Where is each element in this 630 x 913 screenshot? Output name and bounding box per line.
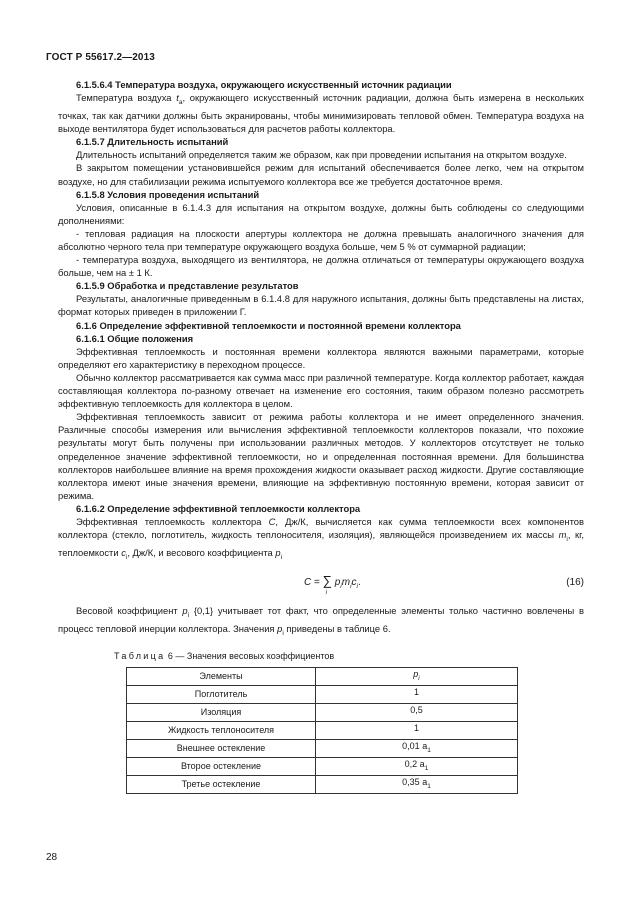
table-header-row <box>127 668 518 686</box>
table-row <box>127 758 518 776</box>
header-cell: $p_i$ <box>316 668 518 686</box>
paragraph: Результаты, аналогичные приведенным в 6.1.4.8 для наружного испытания, должны быть представлены на листах, формат которых приведен в приложении Г. <box>58 293 584 318</box>
weights-table <box>126 667 518 794</box>
table-row <box>127 722 518 740</box>
table-row <box>127 740 518 758</box>
value-cell: 1 <box>316 686 518 704</box>
section-heading: 6.1.6 Определение эффективной теплоемкости и постоянной времени коллектора <box>76 319 461 331</box>
paragraph: Условия, описанные в 6.1.4.3 для испытания на открытом воздухе, должны быть соблюдены со следующими дополнениями: <box>58 201 584 226</box>
paragraph: Обычно коллектор рассматривается как сумма масс при различной температуре. Когда коллектор работает, каждая составляющая коллектора по-разному отвечает на изменение его состояния, таким образом полезно рассмотреть эффективную теплоемкость для коллектора в целом. <box>58 371 584 410</box>
element-cell: Жидкость теплоносителя <box>127 722 316 740</box>
element-cell: Изоляция <box>127 704 316 722</box>
document-header: ГОСТ Р 55617.2—2013 <box>46 52 155 63</box>
section-heading: 6.1.5.7 Длительность испытаний <box>76 136 229 148</box>
list-item: - температура воздуха, выходящего из вентилятора, не должна отличаться от температуры окружающего воздуха больше, чем на ± 1 К. <box>58 254 584 279</box>
paragraph: Температура воздуха $t_a$, окружающего искусственный источник радиации, должна быть измерена в нескольких точках, так как датчики должны быть экранированы, чтобы минимизировать тепловой обмен. Температура воздуха на выходе вентилятора будет использоваться для расчетов работы коллектора. <box>58 92 584 135</box>
table-row <box>127 686 518 704</box>
paragraph: Длительность испытаний определяется таким же образом, как при проведении испытания на открытом воздухе. <box>76 149 567 161</box>
page-body <box>58 78 584 794</box>
value-cell: 0,2 $a_1$ <box>316 758 518 776</box>
section-heading: 6.1.6.1 Общие положения <box>76 332 194 344</box>
element-cell: Внешнее остекление <box>127 740 316 758</box>
table-caption: Таблица 6 — Значения весовых коэффициентов <box>114 650 335 661</box>
table-row <box>127 704 518 722</box>
paragraph: Эффективная теплоемкость зависит от режима работы коллектора и не имеет определенного значения. Различные способы измерения или вычисления эффективной теплоемкости коллекторов показали, что похожие результаты могут быть получены при использовании различных методов. У коллекторов отсутствует не только определенное значение эффективной теплоемкости, но и определенная постоянная времени. Для большинства коллекторов наибольшее влияние на время прохождения жидкости оказывает расход жидкости. Другие составляющие коллектора имеют иные значения времени, влияющие на эффективную постоянную времени, которая зависит от режима. <box>58 411 584 501</box>
paragraph: Эффективная теплоемкость и постоянная времени коллектора являются важными параметрами, которые определяют его характеристику в переходном процессе. <box>58 345 584 370</box>
value-cell: 0,35 $a_1$ <box>316 776 518 794</box>
element-cell: Поглотитель <box>127 686 316 704</box>
formula-16 <box>58 568 584 596</box>
formula-number: (16) <box>566 577 584 588</box>
page-number: 28 <box>46 852 58 863</box>
section-heading: 6.1.5.6.4 Температура воздуха, окружающего искусственный источник радиации <box>76 79 452 90</box>
paragraph: Весовой коэффициент $p_i$ {0,1} учитывает тот факт, что определенные элементы только частично вовлечены в процесс тепловой инерции коллектора. Значения $p_i$ приведены в таблице 6. <box>58 605 584 637</box>
section-heading: 6.1.5.8 Условия проведения испытаний <box>76 188 260 200</box>
list-item: - тепловая радиация на плоскости апертуры коллектора не должна превышать аналогичного значения для абсолютно черного тела при температуре окружающего воздуха больше, чем 5 % от суммарной радиации; <box>58 227 584 252</box>
value-cell: 0,01 $a_1$ <box>316 740 518 758</box>
section-heading: 6.1.6.2 Определение эффективной теплоемкости коллектора <box>76 502 361 514</box>
section-heading: 6.1.5.9 Обработка и представление результатов <box>76 280 299 292</box>
paragraph: Эффективная теплоемкость коллектора C, Дж/К, вычисляется как сумма теплоемкости всех компонентов коллектора (стекло, поглотитель, жидкость теплоносителя, изоляция), являющейся произведением их массы $m_i$, кг, теплоемкости $c_i$, Дж/К, и весового коэффициента $p_i$ <box>58 515 584 561</box>
paragraph: В закрытом помещении установившейся режим для испытаний обеспечивается более легко, чем на открытом воздухе, но для стабилизации режима испытуемого коллектора все же требуется достаточное время. <box>58 162 584 187</box>
header-cell: Элементы <box>127 668 316 686</box>
element-cell: Второе остекление <box>127 758 316 776</box>
value-cell: 1 <box>316 722 518 740</box>
value-cell: 0,5 <box>316 704 518 722</box>
formula-expression: C = ∑ i $p_im_ic_i$. <box>304 573 361 596</box>
element-cell: Третье остекление <box>127 776 316 794</box>
table-row <box>127 776 518 794</box>
